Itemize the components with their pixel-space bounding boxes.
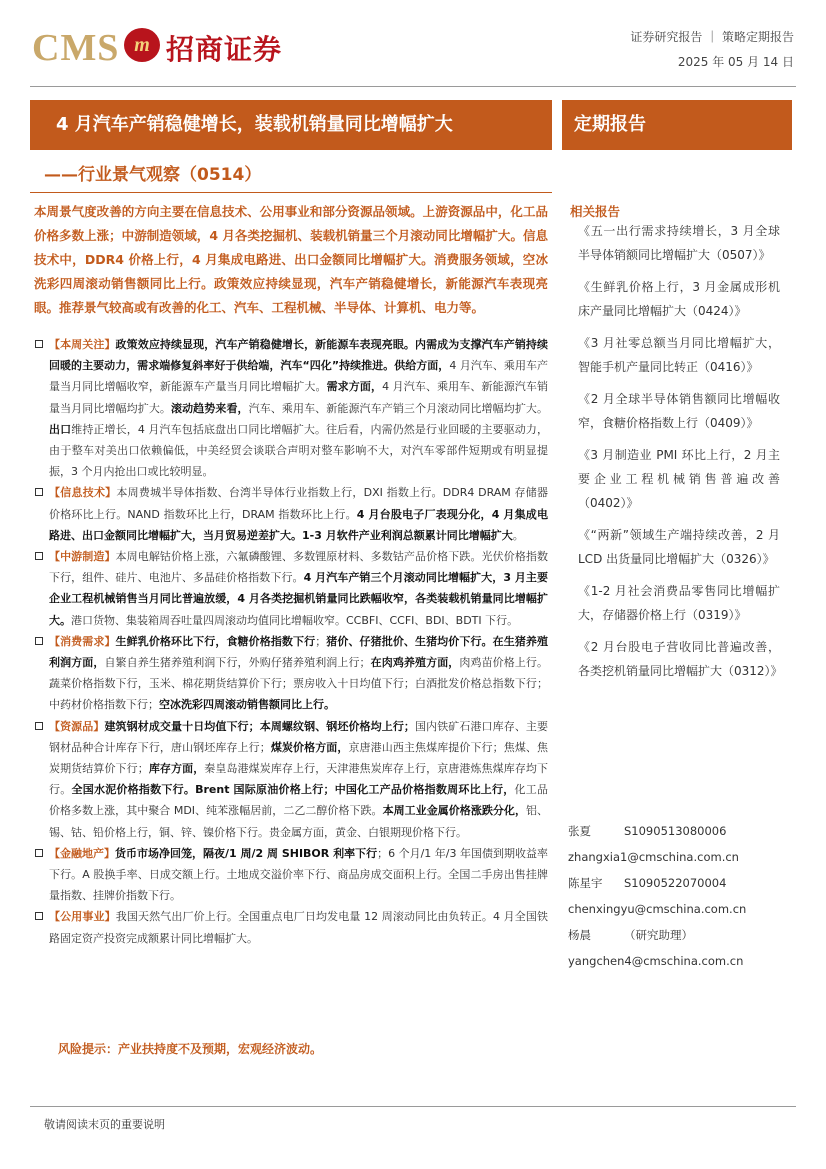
- bullet-res: 【资源品】建筑钢材成交量十日均值下行；本周螺纹钢、钢坯价格均上行；国内铁矿石港口库存、主要钢材品种合计库存下行，唐山钢坯库存上行；煤炭价格方面，京唐港山西主焦煤库提价下行；焦煤、焦炭期货结算价下行；库存方面，秦皇岛港煤炭库存上行，天津港焦炭库存上行，京唐港炼焦煤库存均下行。全国水泥价格指数下行。Brent 国际原油价格上行；中国化工产品价格指数周环比上行，化工品价格多数上涨，其中聚合 MDI、纯苯涨幅居前，二乙二醇价格下跌。本周工业金属价格涨跌分化，铝、锡、钴、铅价格上行，铜、锌、镍价格下行。贵金属方面，黄金、白银期现价格下行。: [34, 716, 548, 843]
- report-date: 2025 年 05 月 14 日: [677, 55, 794, 69]
- analyst-name: 陈星宇: [568, 876, 603, 890]
- related-report-link[interactable]: 《五一出行需求持续增长，3 月全球半导体销额同比增幅扩大（0507）》: [578, 224, 780, 262]
- analyst-email[interactable]: yangchen4@cmschina.com.cn: [568, 954, 744, 968]
- report-type: 证券研究报告 ｜ 策略定期报告: [630, 30, 794, 44]
- analyst-email[interactable]: chenxingyu@cmschina.com.cn: [568, 902, 747, 916]
- analyst-email[interactable]: zhangxia1@cmschina.com.cn: [568, 850, 739, 864]
- bullet-auto: 【本周关注】政策效应持续显现，汽车产销稳健增长，新能源车表现亮眼。内需成为支撑汽车产销持续回暖的主要动力，需求端修复斜率好于供给端，汽车“四化”持续推进。供给方面，4 月汽车、乘用车产量当月同比增幅收窄，新能源车产量当月同比增幅扩大。需求方面，4 月汽车、乘用车、新能源汽车销量当月同比增幅均扩大。滚动趋势来看，汽车、乘用车、新能源汽车产销三个月滚动同比增幅均扩大。出口维持正增长，4 月汽车包括底盘出口同比增幅扩大。往后看，内需仍然是行业回暖的主要驱动力，由于整车对美出口依赖偏低，中美经贸会谈联合声明对整车影响不大，对汽车零部件短期或有明显提振，3 个月内抢出口或比较明显。: [34, 334, 548, 482]
- checkbox-icon: [35, 637, 43, 645]
- analyst-cert: S1090522070004: [624, 876, 727, 890]
- footer-note: 敬请阅读末页的重要说明: [44, 1118, 165, 1131]
- analyst-cert: （研究助理）: [624, 928, 693, 942]
- related-report-link[interactable]: 《2 月台股电子营收同比普遍改善，各类挖机销量同比增幅扩大（0312）》: [578, 640, 783, 678]
- checkbox-icon: [35, 849, 43, 857]
- related-report-link[interactable]: 《2 月全球半导体销售额同比增幅收窄，食糖价格指数上行（0409）》: [578, 392, 780, 430]
- checkbox-icon: [35, 912, 43, 920]
- checkbox-icon: [35, 488, 43, 496]
- bullet-util: 【公用事业】我国天然气出厂价上行。全国重点电厂日均发电量 12 周滚动同比由负转正。4 月全国铁路固定资产投资完成额累计同比增幅扩大。: [34, 906, 548, 948]
- bullet-tech: 【信息技术】本周费城半导体指数、台湾半导体行业指数上行，DXI 指数上行。DDR4 DRAM 存储器价格环比上行。NAND 指数环比上行，DRAM 指数环比上行。4 月台股电子厂表现分化，4 月集成电路进、出口金额同比增幅扩大，当月贸易逆差扩大。1-3 月软件产业利润总额累计同比增幅扩大。: [34, 482, 548, 546]
- header-divider: [30, 86, 796, 87]
- subtitle-divider: [30, 192, 552, 193]
- footer-divider: [30, 1106, 796, 1107]
- related-reports-list: [578, 219, 783, 691]
- checkbox-icon: [35, 552, 43, 560]
- logo: [32, 22, 292, 68]
- related-report-link[interactable]: 《“两新”领域生产端持续改善，2 月 LCD 出货量同比增幅扩大（0326）》: [578, 528, 780, 566]
- bullet-fin: 【金融地产】货币市场净回笼，隔夜/1 周/2 周 SHIBOR 利率下行；6 个月/1 年/3 年国债到期收益率下行。A 股换手率、日成交额上行。土地成交溢价率下行、商品房成交面积上行。全国二手房出售挂牌量指数、挂牌价指数下行。: [34, 843, 548, 907]
- report-category-badge: 定期报告: [562, 100, 792, 150]
- related-reports-title: 相关报告: [570, 204, 621, 219]
- related-report-link[interactable]: 《3 月制造业 PMI 环比上行，2 月主要企业工程机械销售普遍改善（0402）》: [578, 448, 780, 510]
- logo-cms-text: CMS: [32, 27, 120, 69]
- summary-paragraph: 本周景气度改善的方向主要在信息技术、公用事业和部分资源品领域。上游资源品中，化工品价格多数上涨；中游制造领域，4 月各类挖掘机、装载机销量三个月滚动同比增幅扩大。信息技术中，DDR4 价格上行，4 月集成电路进、出口金额同比增幅扩大。消费服务领域，空冰洗彩四周滚动销售额同比上行。政策效应持续显现，汽车产销稳健增长，新能源汽车表现亮眼。推荐景气较高或有改善的化工、汽车、工程机械、半导体、计算机、电力等。: [34, 204, 548, 315]
- page-subtitle: ——行业景气观察（0514）: [44, 165, 262, 185]
- page-title: 4 月汽车产销稳健增长，装载机销量同比增幅扩大: [30, 100, 552, 150]
- risk-warning: 风险提示：产业扶持度不及预期，宏观经济波动。: [58, 1042, 323, 1056]
- checkbox-icon: [35, 722, 43, 730]
- related-report-link[interactable]: 《1-2 月社会消费品零售同比增幅扩大，存储器价格上行（0319）》: [578, 584, 780, 622]
- analyst-row: [568, 922, 792, 948]
- analyst-row: [568, 870, 792, 896]
- report-meta: [630, 28, 794, 78]
- analyst-list: [568, 818, 792, 974]
- analyst-row: [568, 818, 792, 844]
- analyst-name: 张夏: [568, 824, 591, 838]
- analyst-cert: S1090513080006: [624, 824, 727, 838]
- related-report-link[interactable]: 《3 月社零总额当月同比增幅扩大，智能手机产量同比转正（0416）》: [578, 336, 780, 374]
- bullet-mid: 【中游制造】本周电解钴价格上涨，六氟磷酸锂、多数锂原材料、多数钴产品价格下跌。光伏价格指数下行，组件、硅片、电池片、多晶硅价格指数下行。4 月汽车产销三个月滚动同比增幅扩大，3 月主要企业工程机械销售当月同比普遍放缓，4 月各类挖掘机销量同比跌幅收窄，各类装载机销量同比增幅扩大。港口货物、集装箱周吞吐量四周滚动均值同比增幅收窄。CCBFI、CCFI、BDI、BDTI 下行。: [34, 546, 548, 631]
- checkbox-icon: [35, 340, 43, 348]
- related-report-link[interactable]: 《生鲜乳价格上行，3 月金属成形机床产量同比增幅扩大（0424）》: [578, 280, 780, 318]
- logo-mark-icon: m: [124, 28, 160, 62]
- bullet-cons: 【消费需求】生鲜乳价格环比下行，食糖价格指数下行；猪价、仔猪批价、生猪均价下行。在生猪养殖利润方面，自繁自养生猪养殖利润下行，外购仔猪养殖利润上行；在肉鸡养殖方面，肉鸡苗价格上行。蔬菜价格指数下行，玉米、棉花期货结算价下行；票房收入十日均值下行；白酒批发价格总指数下行；中药材价格指数下行；空冰洗彩四周滚动销售额同比上行。: [34, 631, 548, 716]
- logo-cn-text: 招商证券: [166, 33, 283, 66]
- analyst-name: 杨晨: [568, 928, 591, 942]
- bullet-list: [34, 334, 548, 949]
